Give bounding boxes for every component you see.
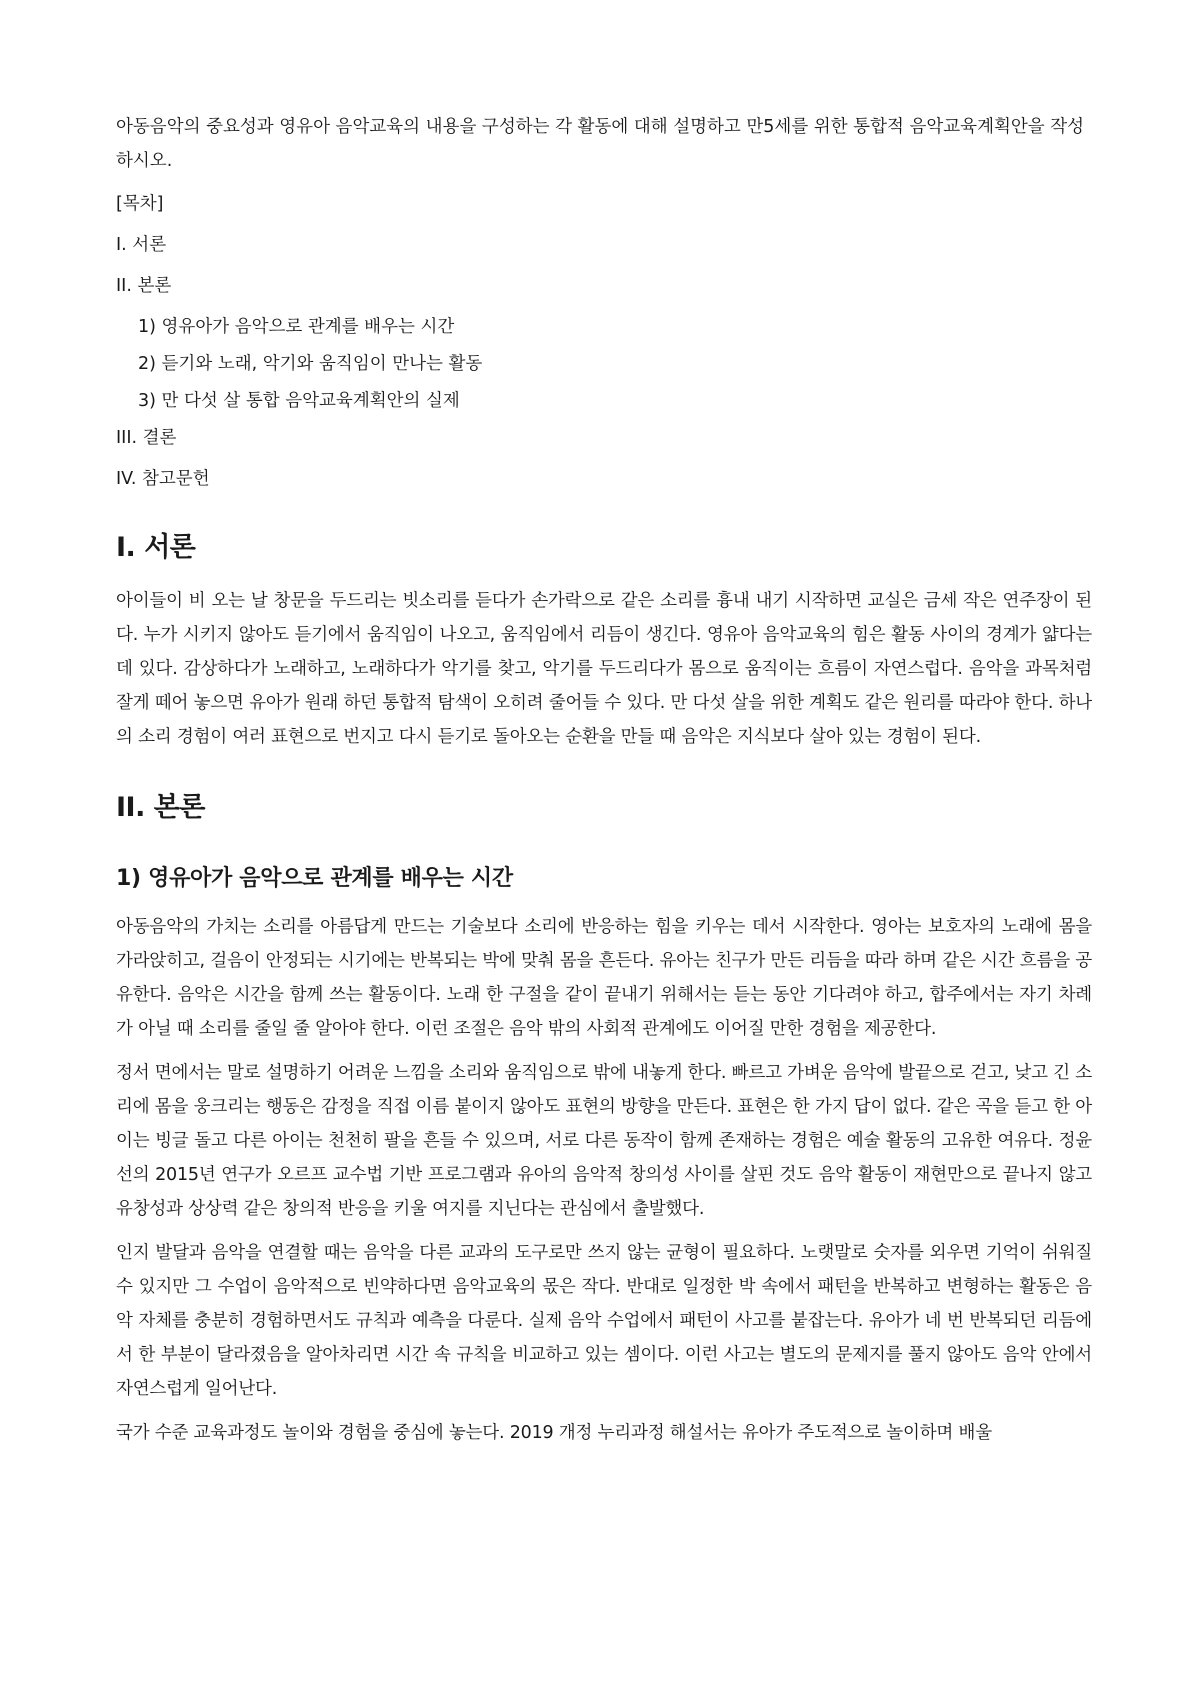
toc-item-body: II. 본론 <box>116 276 172 296</box>
toc-subitem-1: 1) 영유아가 음악으로 관계를 배우는 시간 <box>138 317 455 337</box>
body-subheading-1: 1) 영유아가 음악으로 관계를 배우는 시간 <box>116 866 513 891</box>
table-of-contents <box>116 190 1092 494</box>
toc-item-conclusion: III. 결론 <box>116 428 177 448</box>
intro-heading: I. 서론 <box>116 532 196 563</box>
body-paragraph-3: 인지 발달과 음악을 연결할 때는 음악을 다른 교과의 도구로만 쓰지 않는 균형이 필요하다. 노랫말로 숫자를 외우면 기억이 쉬워질 수 있지만 그 수업이 음악적으로 빈약하다면 음악교육의 몫은 작다. 반대로 일정한 박 속에서 패턴을 반복하고 변형하는 활동은 음악 자체를 충분히 경험하면서도 규칙과 예측을 다룬다. 실제 음악 수업에서 패턴이 사고를 붙잡는다. 유아가 네 번 반복되던 리듬에서 한 부분이 달라졌음을 알아차리면 시간 속 규칙을 비교하고 있는 셈이다. 이런 사고는 별도의 문제지를 풀지 않아도 음악 안에서 자연스럽게 일어난다. <box>116 1243 1092 1399</box>
body-paragraph-4: 국가 수준 교육과정도 놀이와 경험을 중심에 놓는다. 2019 개정 누리과정 해설서는 유아가 주도적으로 놀이하며 배울 <box>116 1423 992 1443</box>
body-paragraph-1: 아동음악의 가치는 소리를 아름답게 만드는 기술보다 소리에 반응하는 힘을 키우는 데서 시작한다. 영아는 보호자의 노래에 몸을 가라앉히고, 걸음이 안정되는 시기에는 반복되는 박에 맞춰 몸을 흔든다. 유아는 친구가 만든 리듬을 따라 하며 같은 시간 흐름을 공유한다. 음악은 시간을 함께 쓰는 활동이다. 노래 한 구절을 같이 끝내기 위해서는 듣는 동안 기다려야 하고, 합주에서는 자기 차례가 아닐 때 소리를 줄일 줄 알아야 한다. 이런 조절은 음악 밖의 사회적 관계에도 이어질 만한 경험을 제공한다. <box>116 917 1092 1039</box>
intro-paragraph: 아이들이 비 오는 날 창문을 두드리는 빗소리를 듣다가 손가락으로 같은 소리를 흉내 내기 시작하면 교실은 금세 작은 연주장이 된다. 누가 시키지 않아도 듣기에서 움직임이 나오고, 움직임에서 리듬이 생긴다. 영유아 음악교육의 힘은 활동 사이의 경계가 얇다는 데 있다. 감상하다가 노래하고, 노래하다가 악기를 찾고, 악기를 두드리다가 몸으로 움직이는 흐름이 자연스럽다. 음악을 과목처럼 잘게 떼어 놓으면 유아가 원래 하던 통합적 탐색이 오히려 줄어들 수 있다. 만 다섯 살을 위한 계획도 같은 원리를 따라야 한다. 하나의 소리 경험이 여러 표현으로 번지고 다시 듣기로 돌아오는 순환을 만들 때 음악은 지식보다 살아 있는 경험이 된다. <box>116 591 1092 747</box>
toc-subitem-2: 2) 듣기와 노래, 악기와 움직임이 만나는 활동 <box>138 354 483 374</box>
body-paragraph-2: 정서 면에서는 말로 설명하기 어려운 느낌을 소리와 움직임으로 밖에 내놓게 한다. 빠르고 가벼운 음악에 발끝으로 걷고, 낮고 긴 소리에 몸을 웅크리는 행동은 감정을 직접 이름 붙이지 않아도 표현의 방향을 만든다. 표현은 한 가지 답이 없다. 같은 곡을 듣고 한 아이는 빙글 돌고 다른 아이는 천천히 팔을 흔들 수 있으며, 서로 다른 동작이 함께 존재하는 경험은 예술 활동의 고유한 여유다. 정윤선의 2015년 연구가 오르프 교수법 기반 프로그램과 유아의 음악적 창의성 사이를 살핀 것도 음악 활동이 재현만으로 끝나지 않고 유창성과 상상력 같은 창의적 반응을 키울 여지를 지닌다는 관심에서 출발했다. <box>116 1063 1092 1219</box>
toc-subitem-3: 3) 만 다섯 살 통합 음악교육계획안의 실제 <box>138 391 460 411</box>
body-heading: II. 본론 <box>116 792 205 823</box>
assignment-prompt: 아동음악의 중요성과 영유아 음악교육의 내용을 구성하는 각 활동에 대해 설명하고 만5세를 위한 통합적 음악교육계획안을 작성하시오. <box>116 117 1085 171</box>
toc-title: [목차] <box>116 194 164 214</box>
toc-item-intro: I. 서론 <box>116 235 167 255</box>
body-section <box>116 788 1092 1450</box>
toc-item-references: IV. 참고문헌 <box>116 469 210 489</box>
intro-section <box>116 528 1092 754</box>
